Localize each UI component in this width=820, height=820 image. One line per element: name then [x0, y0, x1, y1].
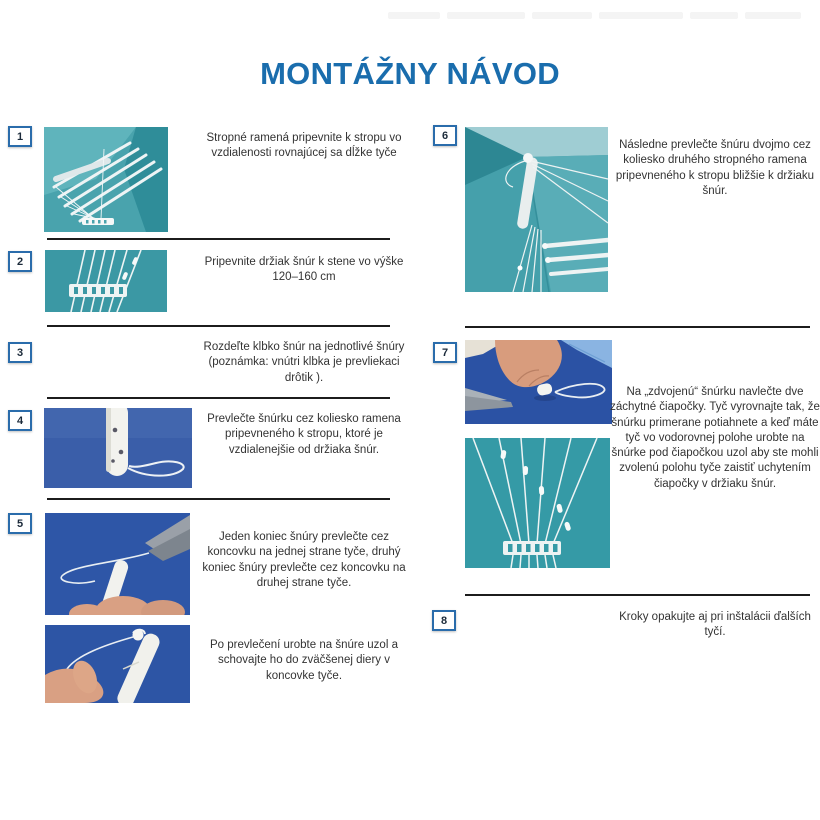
rod-end-with-cord-loop-photo [44, 408, 192, 488]
cord-through-rod-end-with-pliers-photo [45, 513, 190, 615]
photo-step-5a [45, 513, 190, 615]
caps-threaded-on-doubled-cord-photo [465, 340, 612, 424]
cord-holder-on-wall-photo [45, 250, 167, 312]
photo-step-6 [465, 127, 608, 292]
step-divider [47, 498, 390, 500]
photo-step-2 [45, 250, 167, 312]
cord-through-ceiling-arm-pulley-photo [465, 127, 608, 292]
step-4-number-badge: 4 [8, 410, 32, 431]
step-5-text: Jeden koniec šnúry prevlečte cez koncovku na jednej strane tyče, druhý koniec šnúry prevlečte cez koncovku na druhej strane tyče. [202, 531, 406, 589]
step-1-number-badge: 1 [8, 126, 32, 147]
step-divider [465, 594, 810, 596]
step-divider [47, 325, 390, 327]
step-5-number-badge: 5 [8, 513, 32, 534]
step-1-text: Stropné ramená pripevnite k stropu vo vzdialenosti rovnajúcej sa dĺžke tyče [206, 132, 402, 160]
step-8-text: Kroky opakujte aj pri inštalácii ďalších tyčí. [619, 611, 811, 639]
photo-step-7b [465, 438, 610, 568]
step-2-text: Pripevnite držiak šnúr k stene vo výške 120–160 cm [204, 256, 404, 284]
photo-step-5b [45, 625, 190, 703]
step-5-text-2: Po prevlečení urobte na šnúre uzol a schovajte ho do zväčšenej diery v koncovke tyče. [210, 639, 398, 682]
step-divider [47, 397, 390, 399]
step-7-number-badge: 7 [433, 342, 457, 363]
faint-header-text [388, 10, 818, 20]
step-3-text: Rozdeľte klbko šnúr na jednotlivé šnúry (poznámka: vnútri klbka je prevliekaci drôtik ). [203, 341, 405, 384]
page-title: MONTÁŽNY NÁVOD [260, 56, 560, 91]
step-6-number-badge: 6 [433, 125, 457, 146]
step-3-number-badge: 3 [8, 342, 32, 363]
step-4-text: Prevlečte šnúrku cez koliesko ramena pripevneného k stropu, ktoré je vzdialenejšie od držiaka šnúr. [207, 413, 401, 456]
photo-step-1 [44, 127, 168, 232]
photo-step-4 [44, 408, 192, 488]
step-6-text: Následne prevlečte šnúru dvojmo cez koliesko druhého stropného ramena pripevneného k stropu bližšie k držiaku šnúr. [615, 139, 815, 197]
step-2-number-badge: 2 [8, 251, 32, 272]
step-divider [465, 326, 810, 328]
step-7-text: Na „zdvojenú“ šnúrku navlečte dve záchytné čiapočky. Tyč vyrovnajte tak, že šnúrku primerane potiahnete a keď máte tyč vo vodorovnej polohe urobte na šnúrke pod čiapočkou uzol aby ste mohli zvolenú polohu tyče zaistiť uchytením čiapočky v držiaku šnúr. [610, 386, 820, 490]
photo-step-7a [465, 340, 612, 424]
step-8-number-badge: 8 [432, 610, 456, 631]
cords-with-caps-into-holder-photo [465, 438, 610, 568]
ceiling-dryer-corner-view-photo [44, 127, 168, 232]
step-divider [47, 238, 390, 240]
knot-hidden-in-rod-end-photo [45, 625, 190, 703]
